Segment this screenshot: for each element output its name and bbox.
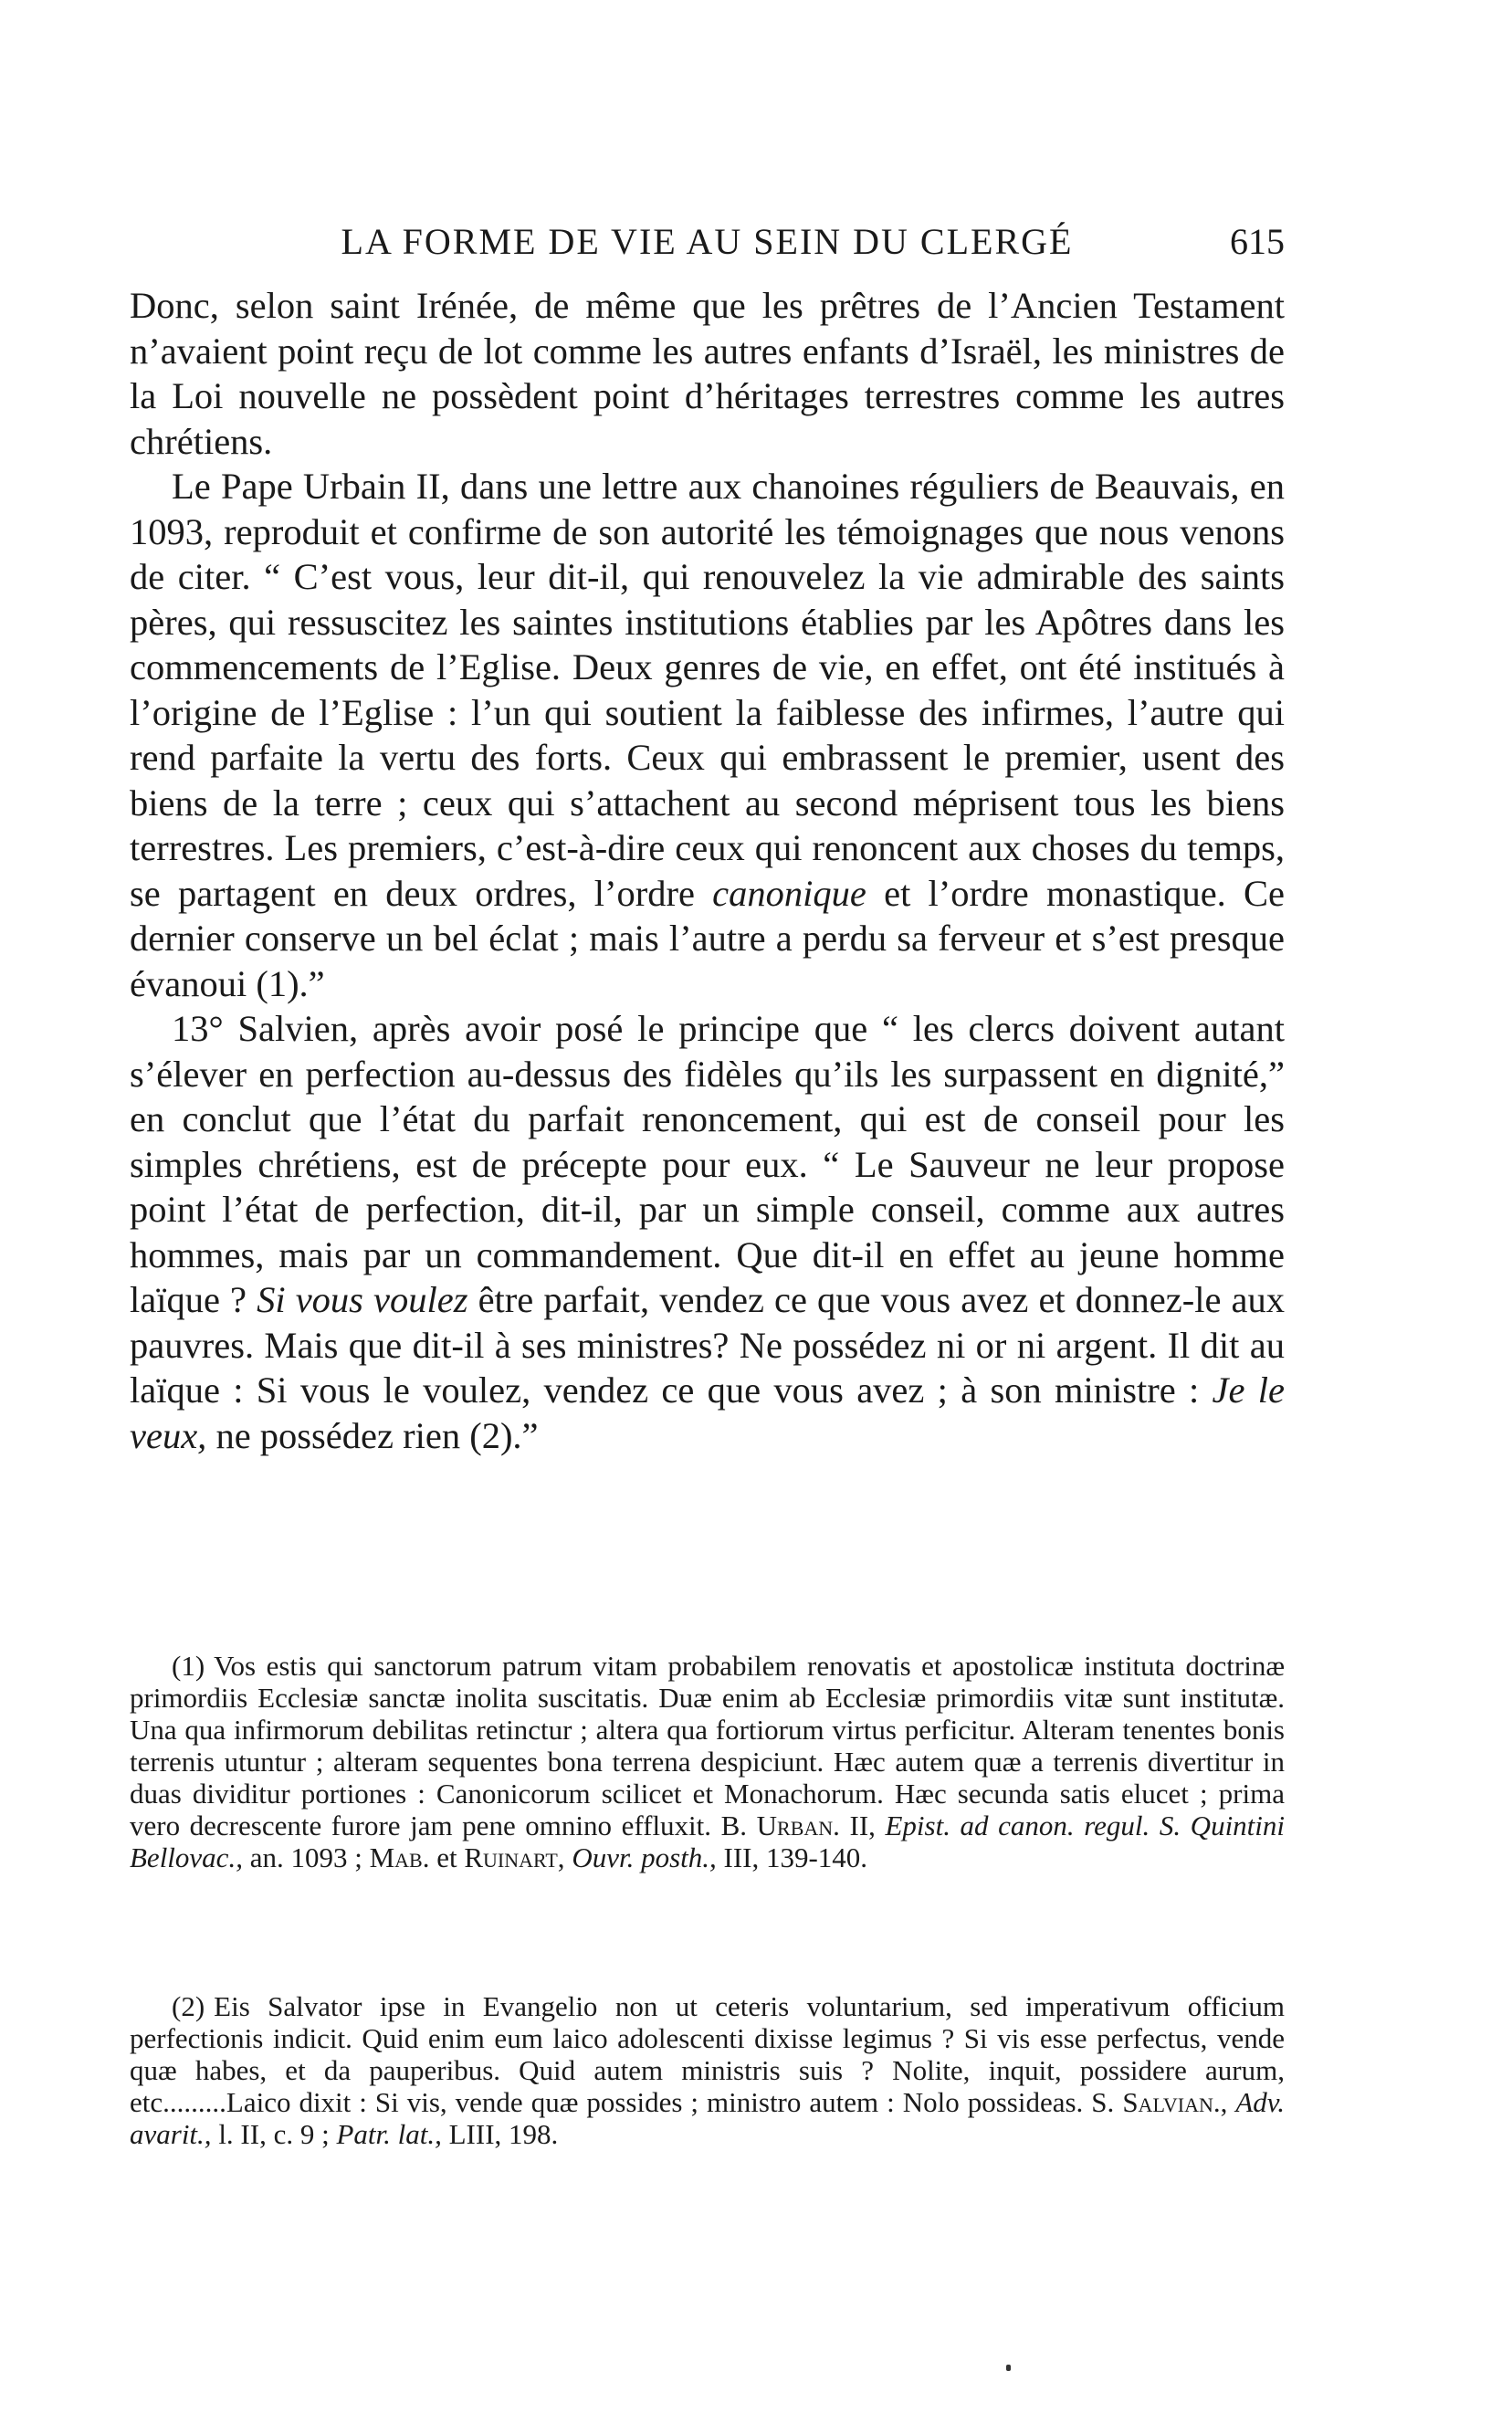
- footnote-2-text-c: LIII, 198.: [448, 2118, 559, 2150]
- paragraph-3-italic-1: Si vous voulez: [257, 1279, 468, 1320]
- footnote-1-text-e: III, 139-140.: [723, 1841, 868, 1873]
- footnote-1-title-2: Ouvr. posth.,: [572, 1841, 717, 1873]
- paragraph-2: [130, 464, 1285, 1006]
- footnote-1-author-3: Ruinart,: [464, 1841, 565, 1873]
- paragraph-2-text-b: et l’ordre monastique. Ce dernier conserve un bel éclat ; mais l’autre a perdu sa ferveur et s’est presque évanoui (1).”: [130, 872, 1286, 1004]
- footnote-1-text-d: et: [436, 1841, 457, 1873]
- paragraph-3-text-c: ne possédez rien (2).”: [215, 1414, 539, 1456]
- footnote-2-title-2: Patr. lat.,: [336, 2118, 442, 2150]
- footnote-1-author-1: Urban.: [756, 1810, 840, 1841]
- footnote-1-marker: (1): [172, 1650, 205, 1682]
- paragraph-3: [130, 1006, 1285, 1458]
- page-number: 615: [1230, 221, 1285, 262]
- footnote-2-text-b: l. II, c. 9 ;: [218, 2118, 330, 2150]
- paragraph-3-text-b: être parfait, vendez ce que vous avez et donnez-le aux pauvres. Mais que dit-il à ses ministres? Ne possédez ni or ni argent. Il dit au laïque : Si vous le voulez, vendez ce que vous avez ; à son ministre :: [130, 1279, 1285, 1411]
- paragraph-3-italic-2: Je le veux,: [130, 1369, 1285, 1456]
- footnote-1-text-a: Vos estis qui sanctorum patrum vitam probabilem renovatis et apostolicæ instituta doctrinæ primordiis Ecclesiæ sanctæ inolita suscitatis. Duæ enim ab Ecclesiæ primordiis vitæ sunt institutæ. Una qua infirmorum debilitas retinctur ; altera qua fortiorum virtus perficitur. Alteram tenentes bonis terrenis utuntur ; alteram sequentes bona terrena despiciunt. Hæc autem quæ a terrenis divertitur in duas dividitur portiones : Canonicorum scilicet et Monachorum. Hæc secunda satis elucet ; prima vero decrescente furore jam pene omnino effluxit. B.: [130, 1650, 1285, 1841]
- running-head: [130, 219, 1285, 265]
- ink-speck: [1006, 2365, 1011, 2371]
- footnote-1-text-c: an. 1093 ;: [249, 1841, 362, 1873]
- paragraph-3-text-a: 13° Salvien, après avoir posé le principe que “ les clercs doivent autant s’élever en perfection au-dessus des fidèles qu’ils les surpassent en dignité,” en conclut que l’état du parfait renoncement, qui est de conseil pour les simples chrétiens, est de précepte pour eux. “ Le Sauveur ne leur propose point l’état de perfection, dit-il, par un simple conseil, comme aux autres hommes, mais par un commandement. Que dit-il en effet au jeune homme laïque ?: [130, 1008, 1285, 1320]
- footnote-1-text-b: II,: [849, 1810, 876, 1841]
- footnote-2-text-a: Eis Salvator ipse in Evangelio non ut ceteris voluntarium, sed imperativum officium perfectionis indicit. Quid enim eum laico adolescenti dixisse legimus ? Si vis esse perfectus, vende quæ habes, et da pauperibus. Quid autem ministris suis ? Nolite, inquit, possidere aurum, etc.........Laico dixit : Si vis, vende quæ possides ; ministro autem : Nolo possideas. S.: [130, 1990, 1285, 2118]
- footnote-1-author-2: Mab.: [369, 1841, 430, 1873]
- footnote-1: [130, 1650, 1285, 1873]
- footnote-2-marker: (2): [172, 1990, 205, 2022]
- footnote-2-author: Salvian.,: [1122, 2086, 1228, 2118]
- paragraph-2-italic: canonique: [712, 872, 866, 914]
- running-head-title: LA FORME DE VIE AU SEIN DU CLERGÉ: [341, 221, 1074, 262]
- footnote-2: [130, 1990, 1285, 2150]
- paragraph-1: Donc, selon saint Irénée, de même que les prêtres de l’Ancien Testament n’avaient point reçu de lot comme les autres enfants d’Israël, les ministres de la Loi nouvelle ne possèdent point d’héritages terrestres comme les autres chrétiens.: [130, 285, 1285, 462]
- footnote-1-title-1: Epist. ad canon. regul. S. Quintini Bellovac.,: [130, 1810, 1286, 1873]
- footnote-2-title-1: Adv. avarit.,: [130, 2086, 1286, 2150]
- paragraph-2-text-a: Le Pape Urbain II, dans une lettre aux chanoines réguliers de Beauvais, en 1093, reproduit et confirme de son autorité les témoignages que nous venons de citer. “ C’est vous, leur dit-il, qui renouvelez la vie admirable des saints pères, qui ressuscitez les saintes institutions établies par les Apôtres dans les commencements de l’Eglise. Deux genres de vie, en effet, ont été institués à l’origine de l’Eglise : l’un qui soutient la faiblesse des infirmes, l’autre qui rend parfaite la vertu des forts. Ceux qui embrassent le premier, usent des biens de la terre ; ceux qui s’attachent au second méprisent tous les biens terrestres. Les premiers, c’est-à-dire ceux qui renoncent aux choses du temps, se partagent en deux ordres, l’ordre: [130, 466, 1285, 914]
- main-text: [130, 283, 1285, 1458]
